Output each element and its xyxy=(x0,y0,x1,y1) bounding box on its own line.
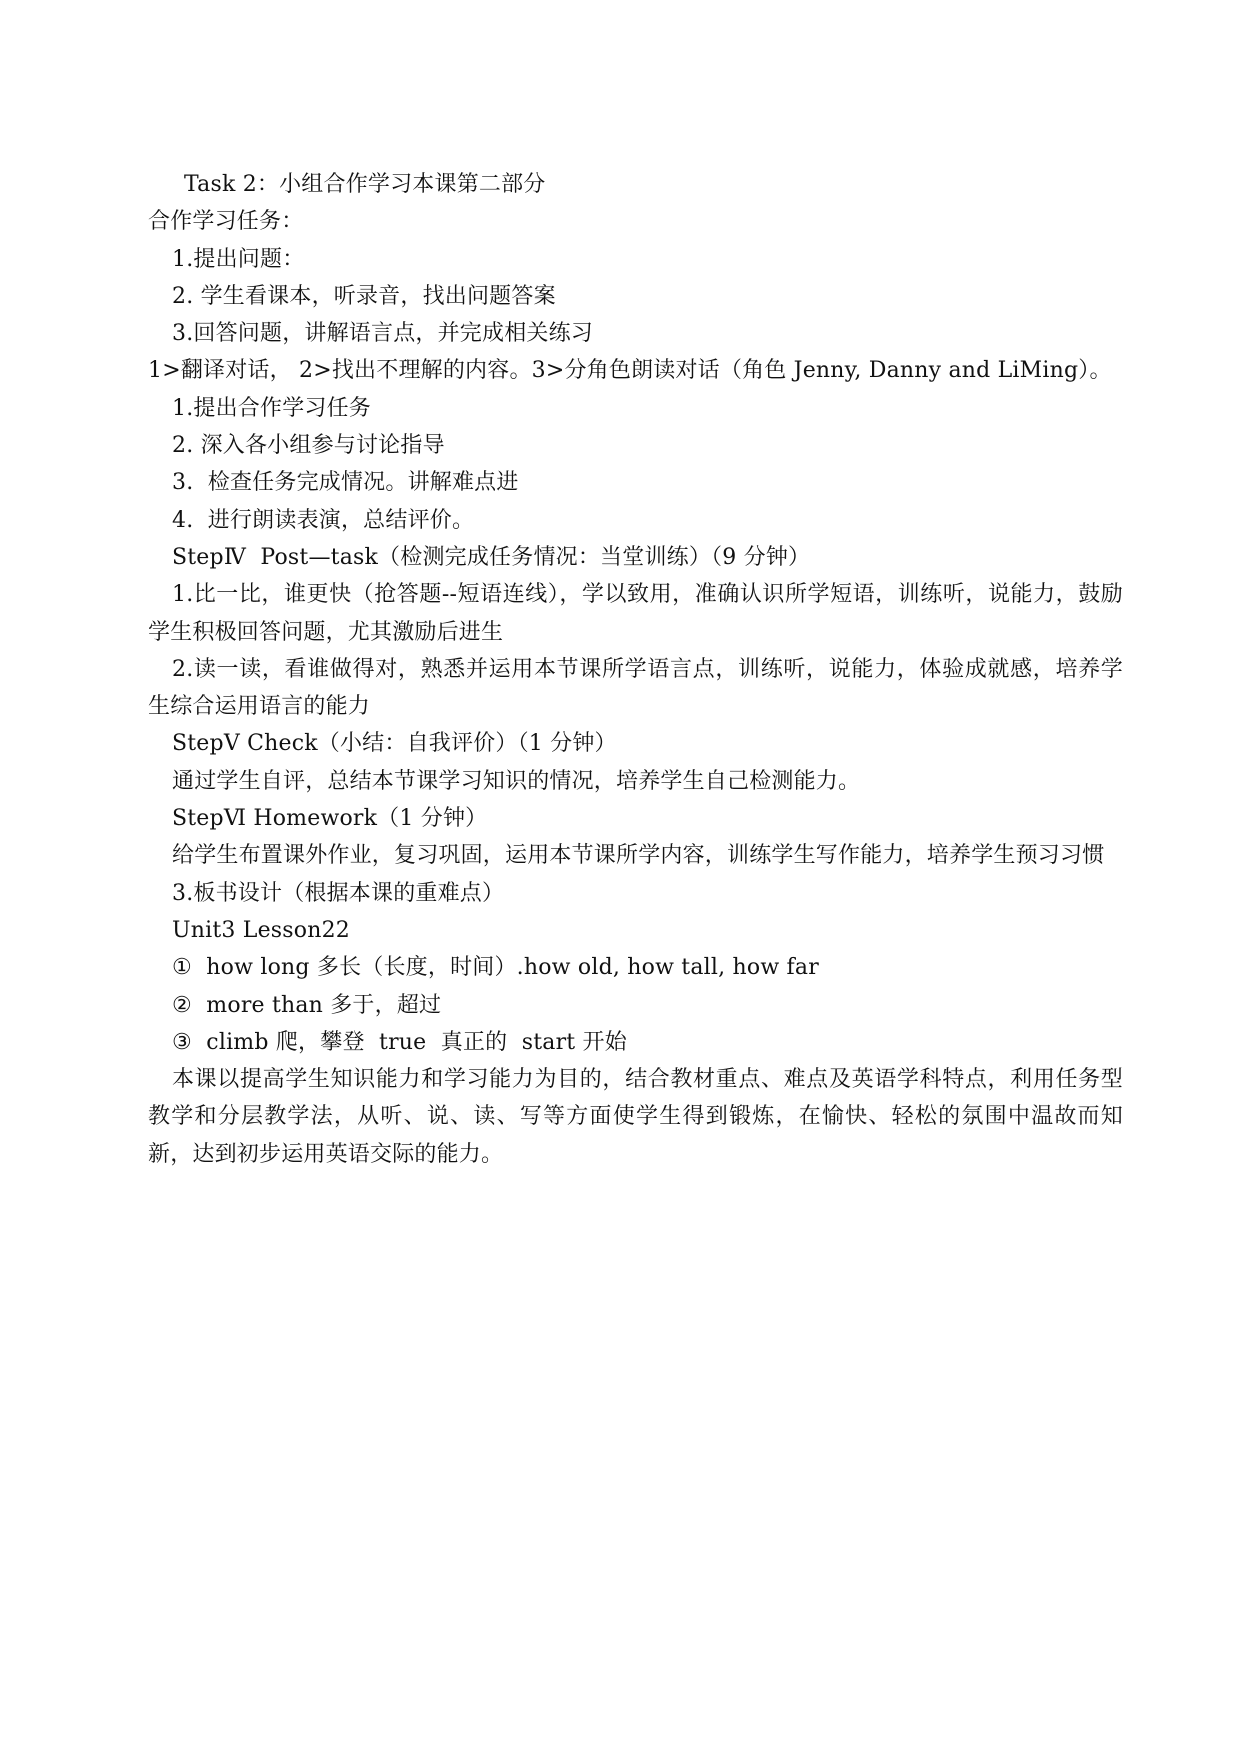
paragraph: 给学生布置课外作业，复习巩固，运用本节课所学内容，训练学生写作能力，培养学生预习习惯 xyxy=(172,843,1105,869)
step5-heading: StepⅤ Check（小结：自我评价）（1 分钟） xyxy=(172,731,617,757)
list-item: 2. 深入各小组参与讨论指导 xyxy=(172,433,445,459)
coop-tasks-heading: 合作学习任务： xyxy=(148,209,304,235)
board-item: ② more than 多于，超过 xyxy=(172,992,442,1018)
paragraph: 1.比一比，谁更快（抢答题--短语连线），学以致用，准确认识所学短语，训练听，说能力，鼓励学生积极回答问题，尤其激励后进生 xyxy=(148,582,1123,645)
step6-heading: StepⅥ Homework（1 分钟） xyxy=(172,806,488,832)
summary-paragraph: 本课以提高学生知识能力和学习能力为目的，结合教材重点、难点及英语学科特点，利用任务型教学和分层教学法，从听、说、读、写等方面使学生得到锻炼，在愉快、轻松的氛围中温故而知新，达到初步运用英语交际的能力。 xyxy=(148,1067,1123,1167)
paragraph: 2.读一读，看谁做得对，熟悉并运用本节课所学语言点，训练听，说能力，体验成就感，培养学生综合运用语言的能力 xyxy=(148,656,1123,720)
list-item: 4. 进行朗读表演，总结评价。 xyxy=(172,507,475,533)
list-item: 1.提出合作学习任务 xyxy=(172,395,371,421)
document-body xyxy=(148,166,1123,1173)
board-design-heading: 3.板书设计（根据本课的重难点） xyxy=(172,880,505,906)
subtask-paragraph: 1>翻译对话， 2>找出不理解的内容。3>分角色朗读对话（角色 Jenny, Danny and LiMing）。 xyxy=(148,358,1112,384)
task2-title: Task 2：小组合作学习本课第二部分 xyxy=(184,172,546,197)
board-item: ① how long 多长（长度，时间）.how old, how tall, how far xyxy=(172,955,819,981)
step4-heading: StepⅣ Post—task（检测完成任务情况：当堂训练）（9 分钟） xyxy=(172,544,811,570)
board-item: ③ climb 爬，攀登 true 真正的 start 开始 xyxy=(172,1029,627,1055)
list-item: 2. 学生看课本，听录音，找出问题答案 xyxy=(172,283,556,309)
list-item: 3.回答问题，讲解语言点，并完成相关练习 xyxy=(172,321,593,347)
list-item: 1.提出问题： xyxy=(172,246,305,272)
list-item: 3. 检查任务完成情况。讲解难点进 xyxy=(172,470,519,496)
unit-title: Unit3 Lesson22 xyxy=(172,917,350,943)
paragraph: 通过学生自评，总结本节课学习知识的情况，培养学生自己检测能力。 xyxy=(172,768,861,794)
